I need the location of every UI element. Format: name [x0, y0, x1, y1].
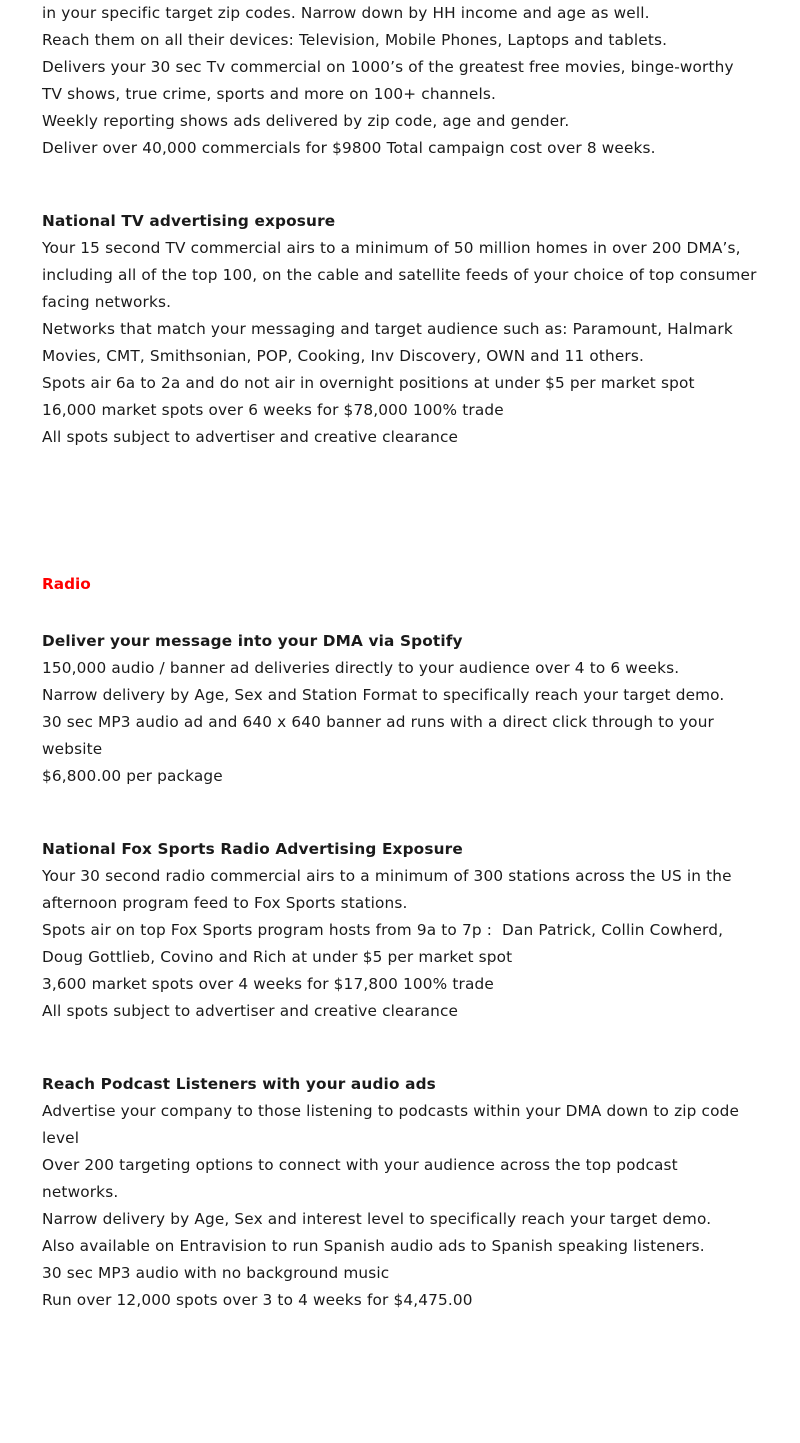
body-line: All spots subject to advertiser and creative clearance — [42, 428, 459, 446]
body-line: Advertise your company to those listening to podcasts within your DMA down to zip code level — [42, 1102, 745, 1147]
body-line: Your 15 second TV commercial airs to a minimum of 50 million homes in over 200 DMA’s, including all of the top 100, on the cable and satellite feeds of your choice of top consumer facing networks. — [42, 239, 762, 311]
section-heading: National Fox Sports Radio Advertising Exposure — [42, 840, 463, 858]
section-fox-sports-radio — [42, 836, 758, 1025]
body-line: Narrow delivery by Age, Sex and interest level to specifically reach your target demo. — [42, 1210, 712, 1228]
body-line: Weekly reporting shows ads delivered by zip code, age and gender. — [42, 112, 570, 130]
body-line: in your specific target zip codes. Narrow down by HH income and age as well. — [42, 4, 650, 22]
section-gap — [42, 598, 758, 628]
large-gap — [42, 451, 758, 571]
body-line: Delivers your 30 sec Tv commercial on 1000’s of the greatest free movies, binge-worthy TV shows, true crime, sports and more on 100+ channels. — [42, 58, 739, 103]
body-line: $6,800.00 per package — [42, 767, 223, 785]
body-line: All spots subject to advertiser and creative clearance — [42, 1002, 459, 1020]
section-ott-continued — [42, 0, 758, 162]
section-national-tv — [42, 208, 762, 451]
body-line: Narrow delivery by Age, Sex and Station Format to specifically reach your target demo. — [42, 686, 725, 704]
radio-heading: Radio — [42, 575, 91, 593]
body-line: 3,600 market spots over 4 weeks for $17,800 100% trade — [42, 975, 494, 993]
section-gap — [42, 162, 758, 208]
body-line: 30 sec MP3 audio with no background music — [42, 1264, 390, 1282]
body-line: Run over 12,000 spots over 3 to 4 weeks for $4,475.00 — [42, 1291, 473, 1309]
body-line: Also available on Entravision to run Spanish audio ads to Spanish speaking listeners. — [42, 1237, 705, 1255]
section-gap — [42, 1025, 758, 1071]
section-podcast — [42, 1071, 758, 1314]
section-heading: Reach Podcast Listeners with your audio ads — [42, 1075, 436, 1093]
body-line: 30 sec MP3 audio ad and 640 x 640 banner ad runs with a direct click through to your website — [42, 713, 720, 758]
body-line: Spots air on top Fox Sports program hosts from 9a to 7p : Dan Patrick, Collin Cowherd, Doug Gottlieb, Covino and Rich at under $5 per market spot — [42, 921, 729, 966]
section-heading: Deliver your message into your DMA via Spotify — [42, 632, 463, 650]
section-gap — [42, 790, 758, 836]
body-line: Reach them on all their devices: Television, Mobile Phones, Laptops and tablets. — [42, 31, 668, 49]
body-line: Over 200 targeting options to connect with your audience across the top podcast networks. — [42, 1156, 683, 1201]
body-line: Deliver over 40,000 commercials for $9800 Total campaign cost over 8 weeks. — [42, 139, 656, 157]
body-line: 16,000 market spots over 6 weeks for $78,000 100% trade — [42, 401, 504, 419]
section-radio-header — [42, 571, 758, 598]
body-line: 150,000 audio / banner ad deliveries directly to your audience over 4 to 6 weeks. — [42, 659, 680, 677]
body-line: Networks that match your messaging and target audience such as: Paramount, Halmark Movies, CMT, Smithsonian, POP, Cooking, Inv Discovery, OWN and 11 others. — [42, 320, 738, 365]
section-spotify — [42, 628, 758, 790]
section-heading: National TV advertising exposure — [42, 212, 336, 230]
body-line: Your 30 second radio commercial airs to a minimum of 300 stations across the US in the afternoon program feed to Fox Sports stations. — [42, 867, 737, 912]
body-line: Spots air 6a to 2a and do not air in overnight positions at under $5 per market spot — [42, 374, 695, 392]
